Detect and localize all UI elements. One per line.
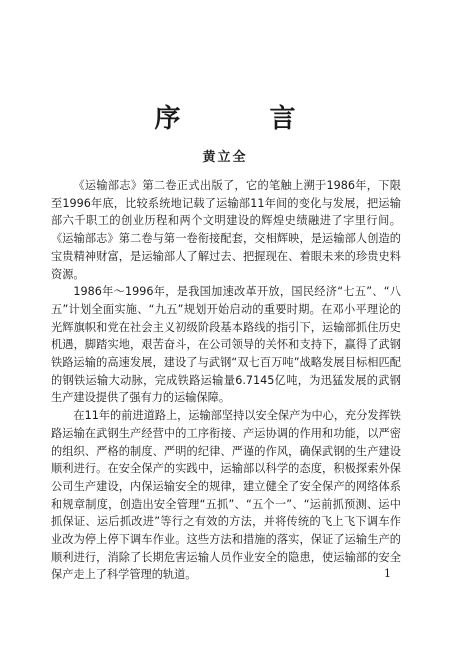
paragraph: 《运输部志》第二卷正式出版了，它的笔触上溯于1986年，下限至1996年底，比较系统地记载了运输部11年间的变化与发展，把运输部六千职工的创业历程和两个文明建设的辉煌史绩融进了字里行间。《运输部志》第二卷与第一卷衔接配套，交相辉映，是运输部人创造的宝贵精神财富，是运输部人了解过去、把握现在、着眼未来的珍贵史料资源。	[51, 179, 401, 281]
page-number: 1	[384, 567, 391, 580]
body-text	[51, 177, 401, 584]
paragraph: 在11年的前进道路上，运输部坚持以安全保产为中心，充分发挥铁路运输在武钢生产经营中的工序衔接、产运协调的作用和功能，以严密的组织、严格的制度、严明的纪律、严谨的作风，确保武钢的生产建设顺利进行。在安全保产的实践中，运输部以科学的态度，积极探索外保公司生产建设，内保运输安全的规律，建立健全了安全保产的网络体系和规章制度，创造出安全管理“五抓”、“五个一”、“运前抓预测、运中抓保证、运后抓改进”等行之有效的方法，并将传统的飞上飞下调车作业改为停上停下调车作业。这些方法和措施的落实，保证了运输生产的顺利进行，消除了长期危害运输人员作业安全的隐患，使运输部的安全保产走上了科学管理的轨道。	[51, 409, 401, 582]
paragraph: 1986年～1996年，是我国加速改革开放，国民经济“七五”、“八五”计划全面实施、“九五”规划开始启动的重要时期。在邓小平理论的光辉旗帜和党在社会主义初级阶段基本路线的指引下，运输部抓住历史机遇，脚踏实地，艰苦奋斗，在公司领导的关怀和支持下，赢得了武钢铁路运输的高速发展，建设了与武钢“双七百万吨”战略发展目标相匹配的钢铁运输大动脉，完成铁路运输量6.7145亿吨，为迅猛发展的武钢生产建设提供了强有力的运输保障。	[51, 285, 401, 405]
page-title: 序 言	[154, 104, 336, 134]
author-name: 黄立全	[202, 150, 248, 165]
